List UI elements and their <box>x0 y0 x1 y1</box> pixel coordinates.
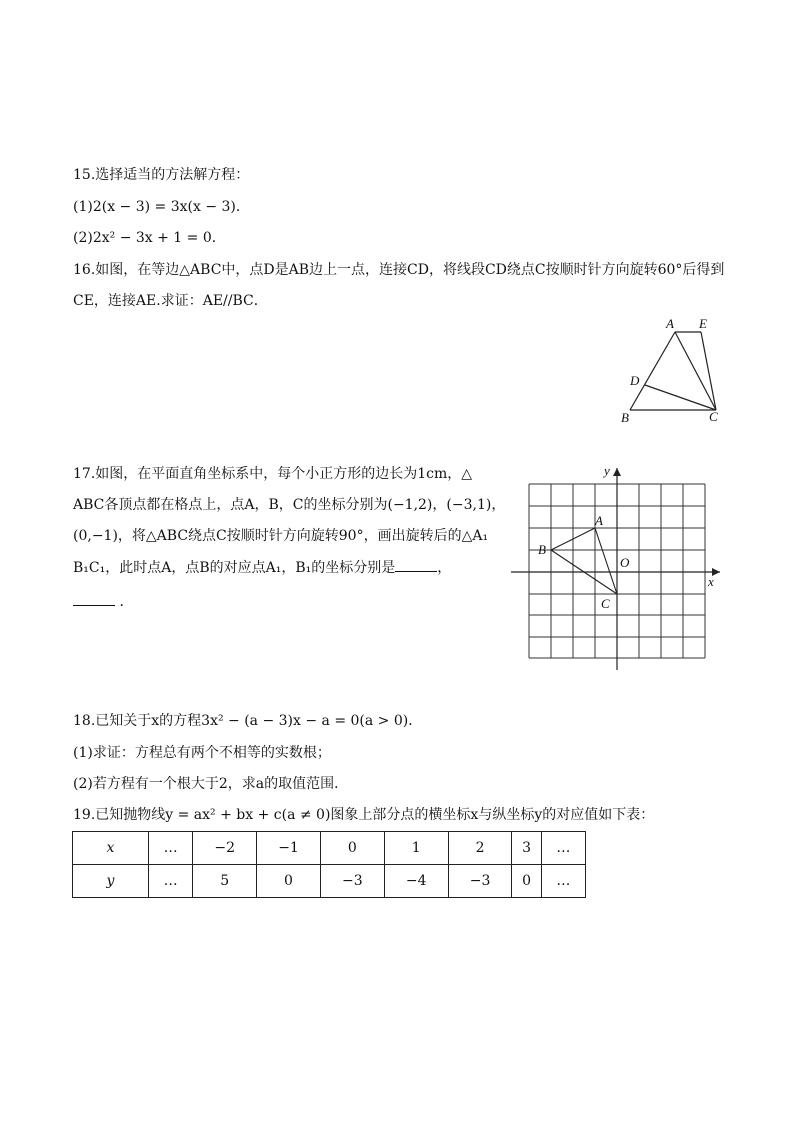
table-cell: … <box>149 865 193 898</box>
label-O: O <box>620 555 630 570</box>
q17-comma: ， <box>437 560 452 576</box>
table-cell: −3 <box>320 865 384 898</box>
q17-line3: (0,−1)，将△ABC绕点C按顺时针方向旋转90°，画出旋转后的△A₁ <box>73 528 489 544</box>
table-cell: … <box>541 865 585 898</box>
table-cell: 1 <box>384 832 448 865</box>
segment-AC <box>595 528 617 594</box>
segment-EC <box>701 332 716 410</box>
table-cell: … <box>149 832 193 865</box>
q16-triangle-figure <box>615 312 730 427</box>
table-cell: y <box>73 865 149 898</box>
table-cell: 0 <box>320 832 384 865</box>
q18-line1: 18.已知关于x的方程3x² − (a − 3)x − a = 0(a > 0)． <box>73 713 423 729</box>
table-row-x <box>73 832 586 865</box>
label-x: x <box>708 574 714 589</box>
label-C: C <box>709 409 718 424</box>
table-cell: −2 <box>193 832 257 865</box>
table-cell: 5 <box>193 865 257 898</box>
table-cell: x <box>73 832 149 865</box>
q15-part2: (2)2x² − 3x + 1 = 0． <box>73 230 226 246</box>
label-E: E <box>699 316 707 331</box>
q17-line5 <box>73 592 133 611</box>
table-cell: −4 <box>384 865 448 898</box>
q17-line1: 17.如图，在平面直角坐标系中，每个小正方形的边长为1cm，△ <box>73 466 473 482</box>
q16-line2: CE，连接AE.求证：AE//BC． <box>73 293 268 309</box>
table-cell: −1 <box>257 832 321 865</box>
q15-part1: (1)2(x − 3) = 3x(x − 3)． <box>73 199 250 215</box>
q17-line4-text: B₁C₁，此时点A，点B的对应点A₁，B₁的坐标分别是 <box>73 560 396 576</box>
q19-line1: 19.已知抛物线y = ax² + bx + c(a ≠ 0)图象上部分点的横坐标x与纵坐标y的对应值如下表： <box>73 807 655 823</box>
answer-blank-1[interactable] <box>395 558 437 572</box>
segment-AB <box>630 332 675 410</box>
table-cell: 3 <box>512 832 541 865</box>
label-B: B <box>538 542 546 557</box>
table-row-y <box>73 865 586 898</box>
q17-line4 <box>73 558 451 577</box>
answer-blank-2[interactable] <box>73 592 115 606</box>
q17-coordinate-grid-figure <box>508 462 726 674</box>
label-C: C <box>601 596 610 611</box>
table-cell: 2 <box>448 832 512 865</box>
q17-line2: ABC各顶点都在格点上，点A，B，C的坐标分别为(−1,2)，(−3,1)， <box>73 497 506 513</box>
label-D: D <box>630 373 640 388</box>
table-cell: 0 <box>512 865 541 898</box>
q17-period: ． <box>119 594 134 610</box>
label-B: B <box>621 410 629 425</box>
q16-line1: 16.如图，在等边△ABC中，点D是AB边上一点，连接CD，将线段CD绕点C按顺时针方向旋转60°后得到 <box>73 262 725 278</box>
table-cell: −3 <box>448 865 512 898</box>
q15-title: 15.选择适当的方法解方程： <box>73 167 250 183</box>
q19-value-table <box>72 831 586 898</box>
label-y: y <box>604 463 610 478</box>
table-cell: … <box>541 832 585 865</box>
table-cell: 0 <box>257 865 321 898</box>
y-axis-arrow <box>613 468 621 476</box>
label-A: A <box>595 513 603 528</box>
q18-part2: (2)若方程有一个根大于2，求a的取值范围． <box>73 776 349 792</box>
label-A: A <box>666 316 674 331</box>
q18-part1: (1)求证：方程总有两个不相等的实数根； <box>73 745 331 761</box>
